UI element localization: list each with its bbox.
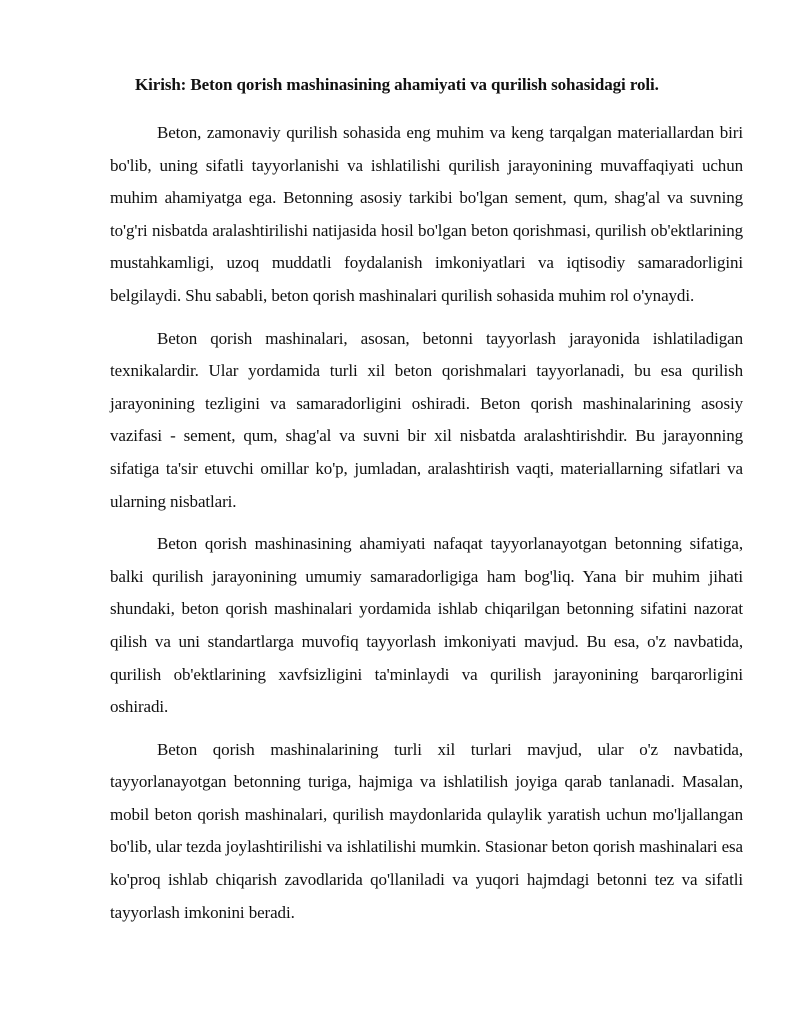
paragraph-1: Beton, zamonaviy qurilish sohasida eng muhim va keng tarqalgan materiallardan biri bo'lib, uning sifatli tayyorlanishi va ishlatilishi qurilish jarayonining muvaffaqiyati uchun muhim ahamiyatga ega. Betonning asosiy tarkibi bo'lgan sement, qum, shag'al va suvning to'g'ri nisbatda aralashtirilishi natijasida hosil bo'lgan beton qorishmasi, qurilish ob'ektlarining mustahkamligi, uzoq muddatli foydalanish imkoniyatlari va iqtisodiy samaradorligini belgilaydi. Shu sababli, beton qorish mashinalari qurilish sohasida muhim rol o'ynaydi. (110, 123, 743, 305)
paragraph-3: Beton qorish mashinasining ahamiyati nafaqat tayyorlanayotgan betonning sifatiga, balki qurilish jarayonining umumiy samaradorligiga ham bog'liq. Yana bir muhim jihati shundaki, beton qorish mashinalari yordamida ishlab chiqarilgan betonning sifatini nazorat qilish va uni standartlarga muvofiq tayyorlash imkoniyati mavjud. Bu esa, o'z navbatida, qurilish ob'ektlarining xavfsizligini ta'minlaydi va qurilish jarayonining barqarorligini oshiradi. (110, 534, 743, 717)
paragraph-2: Beton qorish mashinalari, asosan, betonni tayyorlash jarayonida ishlatiladigan texnikalardir. Ular yordamida turli xil beton qorishmalari tayyorlanadi, bu esa qurilish jarayonining tezligini va samaradorligini oshiradi. Beton qorish mashinalarining asosiy vazifasi - sement, qum, shag'al va suvni bir xil nisbatda aralashtirishdir. Bu jarayonning sifatiga ta'sir etuvchi omillar ko'p, jumladan, aralashtirish vaqti, materiallarning sifatlari va ularning nisbatlari. (110, 328, 743, 511)
paragraph-4: Beton qorish mashinalarining turli xil turlari mavjud, ular o'z navbatida, tayyorlanayotgan betonning turiga, hajmiga va ishlatilish joyiga qarab tanlanadi. Masalan, mobil beton qorish mashinalari, qurilish maydonlarida qulaylik yaratish uchun mo'ljallangan bo'lib, ular tezda joylashtirilishi va ishlatilishi mumkin. Stasionar beton qorish mashinalari esa ko'proq ishlab chiqarish zavodlarida qo'llaniladi va yuqori hajmdagi betonni tez va sifatli tayyorlash imkonini beradi. (110, 739, 743, 922)
section-heading: Kirish: Beton qorish mashinasining ahamiyati va qurilish sohasidagi roli. (135, 75, 659, 94)
